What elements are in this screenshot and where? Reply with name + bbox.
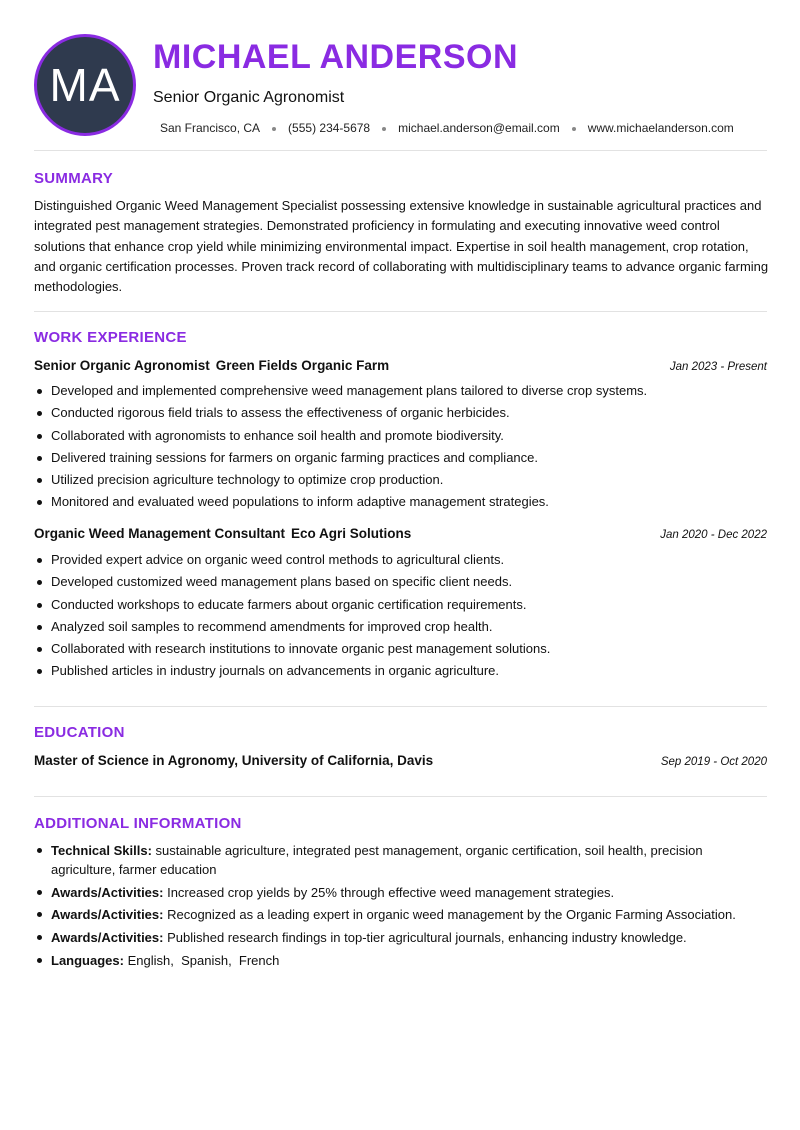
contact-phone: (555) 234-5678 [288, 121, 371, 135]
list-item: Utilized precision agriculture technology to optimize crop production. [34, 469, 767, 491]
additional-heading: ADDITIONAL INFORMATION [34, 815, 242, 832]
job-title-line [34, 358, 389, 373]
contact-location: San Francisco, CA [160, 121, 261, 135]
job-company: Green Fields Organic Farm [215, 358, 390, 373]
candidate-title: Senior Organic Agronomist [153, 89, 345, 106]
job-bullets [34, 380, 767, 514]
job-role: Senior Organic Agronomist [34, 358, 210, 373]
item-text: Increased crop yields by 25% through effective weed management strategies. [167, 884, 615, 900]
item-label: Awards/Activities: [51, 907, 164, 922]
contact-website[interactable]: www.michaelanderson.com [587, 121, 734, 135]
list-item [34, 928, 767, 947]
education-degree: Master of Science in Agronomy, University of California, Davis [34, 753, 434, 768]
language: , French [228, 953, 279, 968]
summary-text: Distinguished Organic Weed Management Specialist possessing extensive knowledge in sustainable agricultural practices and integrated pest management strategies. Demonstrated proficiency in formulating and executing innovative weed control solutions that enhance crop yield while minimizing environmental impact. Expertise in soil health management, crop rotation, and organic certification processes. Proven track record of collaborating with multidisciplinary teams to advance organic farming methodologies. [34, 198, 769, 295]
list-item [34, 883, 767, 902]
divider [34, 311, 767, 312]
separator-dot-icon [572, 127, 576, 131]
list-item: Collaborated with agronomists to enhance soil health and promote biodiversity. [34, 425, 767, 447]
separator-dot-icon [272, 127, 276, 131]
list-item: Developed customized weed management plans based on specific client needs. [34, 571, 767, 593]
language: , Spanish [170, 953, 228, 968]
list-item: Published articles in industry journals on advancements in organic agriculture. [34, 660, 767, 682]
job-title-line [34, 526, 411, 541]
list-item [34, 905, 767, 924]
divider [34, 796, 767, 797]
summary-heading: SUMMARY [34, 170, 114, 187]
experience-heading: WORK EXPERIENCE [34, 329, 187, 346]
languages-item [34, 951, 767, 970]
item-label: Awards/Activities: [51, 884, 164, 900]
candidate-name: MICHAEL ANDERSON [153, 38, 519, 76]
language: English [127, 952, 171, 968]
list-item: Analyzed soil samples to recommend amendments for improved crop health. [34, 616, 767, 638]
list-item: Conducted rigorous field trials to assess the effectiveness of organic herbicides. [34, 402, 767, 424]
education-heading: EDUCATION [34, 724, 125, 741]
education-dates: Sep 2019 - Oct 2020 [660, 756, 767, 768]
list-item: Conducted workshops to educate farmers about organic certification requirements. [34, 594, 767, 616]
list-item [34, 841, 767, 879]
item-text: Recognized as a leading expert in organic weed management by the Organic Farming Association. [167, 907, 736, 922]
list-item: Provided expert advice on organic weed control methods to agricultural clients. [34, 549, 767, 571]
job-role: Organic Weed Management Consultant [34, 526, 286, 541]
separator-dot-icon [382, 127, 386, 131]
list-item: Delivered training sessions for farmers on organic farming practices and compliance. [34, 447, 767, 469]
job-bullets [34, 549, 767, 683]
contact-bar [160, 121, 734, 135]
job-dates: Jan 2023 - Present [669, 361, 767, 373]
divider [34, 706, 767, 707]
contact-email[interactable]: michael.anderson@email.com [398, 121, 560, 135]
divider [34, 150, 767, 151]
item-text: sustainable agriculture, integrated pest management, organic certification, soil health, precision agriculture, farmer education [51, 843, 703, 877]
item-text: Published research findings in top-tier agricultural journals, enhancing industry knowledge. [167, 929, 687, 945]
item-label: Technical Skills: [51, 843, 152, 858]
education-entry [34, 753, 767, 768]
job-header [34, 526, 767, 541]
languages-label: Languages: [51, 952, 124, 968]
job-header [34, 358, 767, 373]
item-label: Awards/Activities: [51, 929, 164, 945]
job-dates: Jan 2020 - Dec 2022 [660, 529, 767, 541]
job-company: Eco Agri Solutions [291, 526, 412, 541]
list-item: Monitored and evaluated weed populations to inform adaptive management strategies. [34, 491, 767, 513]
list-item: Collaborated with research institutions to innovate organic pest management solutions. [34, 638, 767, 660]
avatar-initials: MA [49, 59, 121, 111]
list-item: Developed and implemented comprehensive weed management plans tailored to diverse crop systems. [34, 380, 767, 402]
additional-list [34, 841, 767, 973]
avatar [34, 34, 136, 136]
